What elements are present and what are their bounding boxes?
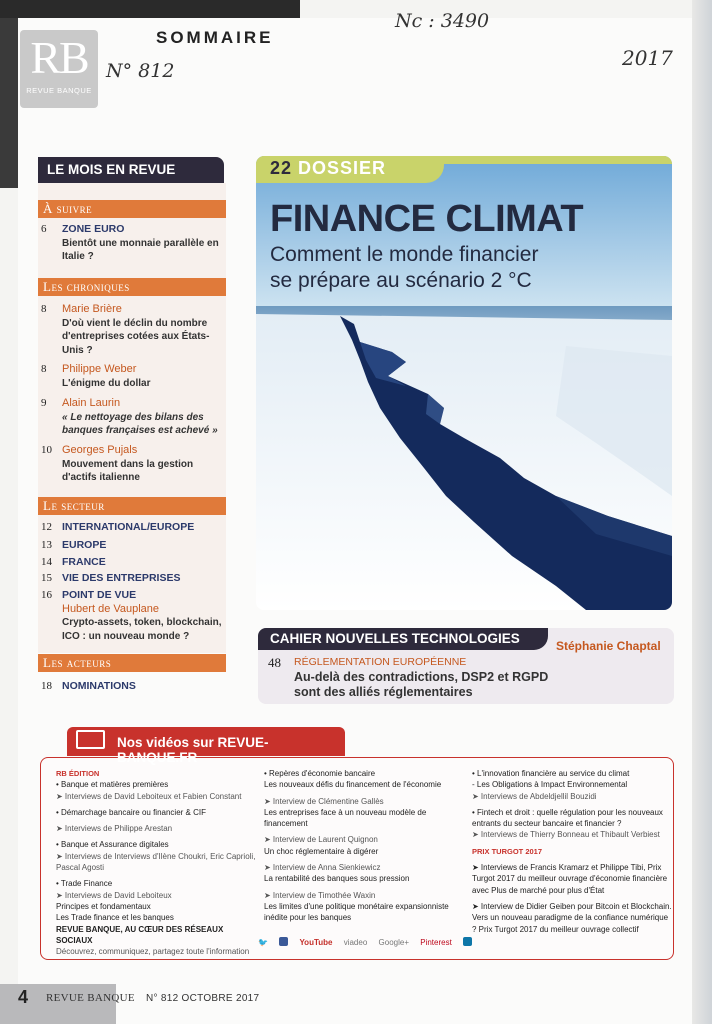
entry-desc: L'énigme du dollar	[62, 377, 151, 389]
video-interview[interactable]: ➤ Interviews de David Leboiteux et Fabien Constant	[56, 791, 242, 801]
youtube-icon[interactable]: YouTube	[299, 938, 333, 947]
mois-header: LE MOIS EN REVUE	[38, 157, 224, 183]
dossier-label: DOSSIER	[298, 158, 387, 178]
entry-author: Marie Brière	[62, 303, 122, 315]
entry-title: ZONE EURO	[62, 223, 125, 235]
video-interview[interactable]: ➤ Interviews de Francis Kramarz et Philippe Tibi, Prix Turgot 2017 du meilleur ouvrage d'économie financière avec Plus de marché pour plus d'État	[472, 863, 668, 895]
handwritten-nc: Nc : 3490	[395, 10, 490, 32]
video-interview[interactable]: ➤ Interview de Clémentine Gallès	[264, 796, 384, 806]
logo-text: RB	[30, 32, 88, 83]
videos-column-2	[264, 768, 464, 924]
page-number: 13	[41, 539, 52, 551]
video-interview[interactable]: ➤ Interviews de Interviews d'Ilène Choukri, Eric Caprioli, Pascal Agosti	[56, 851, 256, 873]
page-title: SOMMAIRE	[156, 28, 274, 47]
footer-magazine: REVUE BANQUE	[46, 992, 135, 1004]
section-a-suivre: À suivre	[38, 200, 226, 218]
footer-issue-number: N° 812 OCTOBRE 2017	[145, 993, 260, 1004]
handwritten-year: 2017	[622, 46, 673, 70]
video-interview[interactable]: ➤ Interviews de David Leboiteux	[56, 890, 172, 900]
cahier-page-number: 48	[268, 655, 281, 670]
social-tagline: Découvrez, communiquez, partagez toute l'information	[56, 947, 250, 957]
social-links	[258, 937, 481, 947]
page-number: 6	[41, 223, 47, 235]
twitter-icon[interactable]: 🐦	[258, 938, 268, 947]
toc-entry[interactable]	[41, 539, 226, 553]
section-secteur: Le secteur	[38, 497, 226, 515]
entry-title: INTERNATIONAL/EUROPE	[62, 521, 195, 533]
toc-entry[interactable]	[41, 223, 226, 264]
video-item[interactable]: Les Trade finance et les banques	[56, 913, 174, 923]
entry-desc: Crypto-assets, token, blockchain, ICO : un nouveau monde ?	[62, 617, 222, 642]
page-number: 8	[41, 303, 47, 315]
dossier-title: FINANCE CLIMAT	[270, 198, 584, 240]
footer-page-number: 4	[18, 987, 29, 1007]
video-item[interactable]: • Banque et matières premières	[56, 780, 169, 790]
page-number: 9	[41, 397, 47, 409]
video-interview[interactable]: ➤ Interviews de Philippe Arestan	[56, 824, 173, 834]
googleplus-icon[interactable]: Google+	[378, 938, 409, 947]
cahier-desc-line: sont des alliés réglementaires	[294, 685, 473, 699]
videos-banner[interactable]: Nos vidéos sur REVUE-BANQUE.FR	[67, 727, 345, 756]
footer-issue	[46, 992, 259, 1004]
page-number: 12	[41, 521, 52, 533]
video-interview[interactable]: ➤ Interview de Didier Geiben pour Bitcoin et Blockchain. Vers un nouveau paradigme de la confiance numérique ? Prix Turgot 2017 du meilleur ouvrage collectif	[472, 901, 672, 934]
entry-author: Hubert de Vauplane	[62, 602, 160, 615]
page-number: 10	[41, 444, 52, 456]
video-item[interactable]: Un choc réglementaire à digérer	[264, 846, 379, 856]
video-item[interactable]: Les nouveaux défis du financement de l'économie	[264, 780, 442, 790]
video-interview[interactable]: ➤ Interview de Anna Sienkiewicz	[264, 863, 381, 873]
section-chroniques: Les chroniques	[38, 278, 226, 296]
entry-desc: D'où vient le déclin du nombre d'entreprises cotées aux États-Unis ?	[62, 317, 210, 356]
video-item[interactable]: Les limites d'une politique monétaire expansionniste inédite pour les banques	[264, 901, 449, 923]
section-acteurs: Les acteurs	[38, 654, 226, 672]
binding-edge	[692, 0, 712, 1024]
prix-turgot-label: PRIX TURGOT 2017	[472, 846, 543, 856]
entry-desc: Mouvement dans la gestion d'actifs italienne	[62, 458, 194, 483]
toc-entry[interactable]	[41, 397, 226, 438]
dossier-subtitle-line: Comment le monde financier	[270, 243, 539, 266]
page-number: 15	[41, 572, 52, 584]
video-item[interactable]: Les entreprises face à un nouveau modèle de financement	[264, 807, 427, 829]
videos-column-3	[472, 768, 672, 935]
dossier-tab	[256, 156, 444, 183]
video-interview[interactable]: ➤ Interviews de Thierry Bonneau et Thibault Verbiest	[472, 830, 660, 840]
revue-banque-logo	[20, 30, 98, 108]
video-item[interactable]: - Les Obligations à Impact Environnemental	[472, 780, 628, 790]
toc-entry[interactable]	[41, 303, 226, 357]
entry-author: Philippe Weber	[62, 363, 137, 375]
top-dark-band	[0, 0, 300, 18]
page-number: 18	[41, 680, 52, 692]
video-item[interactable]: La rentabilité des banques sous pression	[264, 874, 410, 884]
handwritten-number: N° 812	[106, 60, 175, 82]
dossier-header-strip	[440, 156, 672, 164]
page-number: 8	[41, 363, 47, 375]
page-number: 14	[41, 556, 52, 568]
entry-desc: Bientôt une monnaie parallèle en Italie ?	[62, 237, 219, 262]
entry-title: VIE DES ENTREPRISES	[62, 572, 181, 584]
dossier-page-number: 22	[270, 158, 293, 178]
video-interview[interactable]: ➤ Interview de Timothée Waxin	[264, 890, 376, 900]
pinterest-icon[interactable]: Pinterest	[420, 938, 452, 947]
cahier-rubrique: RÉGLEMENTATION EUROPÉENNE	[294, 656, 467, 668]
cahier-description	[294, 670, 548, 700]
laptop-icon	[76, 730, 105, 749]
video-interview[interactable]: ➤ Interviews de Abdeldjellil Bouzidi	[472, 791, 597, 801]
left-page-edge	[0, 18, 18, 188]
toc-entry[interactable]	[41, 589, 226, 643]
toc-entry[interactable]	[41, 363, 226, 390]
facebook-icon[interactable]	[279, 937, 288, 946]
viadeo-icon[interactable]: viadeo	[343, 938, 368, 947]
video-item[interactable]: • Repères d'économie bancaire	[264, 769, 376, 778]
toc-entry[interactable]	[41, 572, 226, 586]
video-item[interactable]: • Fintech et droit : quelle régulation pour les nouveaux entrants du secteur bancaire et financier ?	[472, 807, 663, 829]
toc-entry[interactable]	[41, 521, 226, 535]
cahier-header: CAHIER NOUVELLES TECHNOLOGIES	[258, 628, 548, 650]
page-number: 16	[41, 589, 52, 601]
entry-author: Alain Laurin	[62, 397, 121, 409]
video-item[interactable]: • Trade Finance	[56, 879, 113, 889]
toc-entry[interactable]	[41, 680, 226, 694]
video-item[interactable]: Principes et fondamentaux	[56, 901, 151, 911]
linkedin-icon[interactable]	[463, 937, 472, 946]
entry-title: FRANCE	[62, 556, 106, 568]
dossier-subtitle	[270, 242, 538, 294]
logo-subtitle: REVUE BANQUE	[26, 86, 92, 95]
videos-column-1	[56, 768, 256, 957]
video-item[interactable]: • Banque et Assurance digitales	[56, 840, 169, 850]
entry-title: POINT DE VUE	[62, 589, 137, 601]
entry-title: NOMINATIONS	[62, 680, 136, 692]
video-interview[interactable]: ➤ Interview de Laurent Quignon	[264, 835, 378, 845]
entry-author: Georges Pujals	[62, 444, 138, 456]
cahier-desc-line: Au-delà des contradictions, DSP2 et RGPD	[294, 670, 549, 684]
videos-section-label: RB ÉDITION	[56, 769, 100, 778]
entry-desc: « Le nettoyage des bilans des banques françaises est achevé »	[62, 411, 218, 436]
entry-title: EUROPE	[62, 539, 107, 551]
toc-entry[interactable]	[41, 556, 226, 570]
video-item[interactable]: • L'innovation financière au service du climat	[472, 769, 630, 778]
toc-entry[interactable]	[41, 444, 226, 485]
dossier-subtitle-line: se prépare au scénario 2 °C	[270, 269, 532, 292]
social-heading: REVUE BANQUE, AU CŒUR DES RÉSEAUX SOCIAUX	[56, 924, 224, 945]
video-item[interactable]: • Démarchage bancaire ou financier & CIF	[56, 807, 206, 817]
cahier-author: Stéphanie Chaptal	[556, 639, 661, 653]
